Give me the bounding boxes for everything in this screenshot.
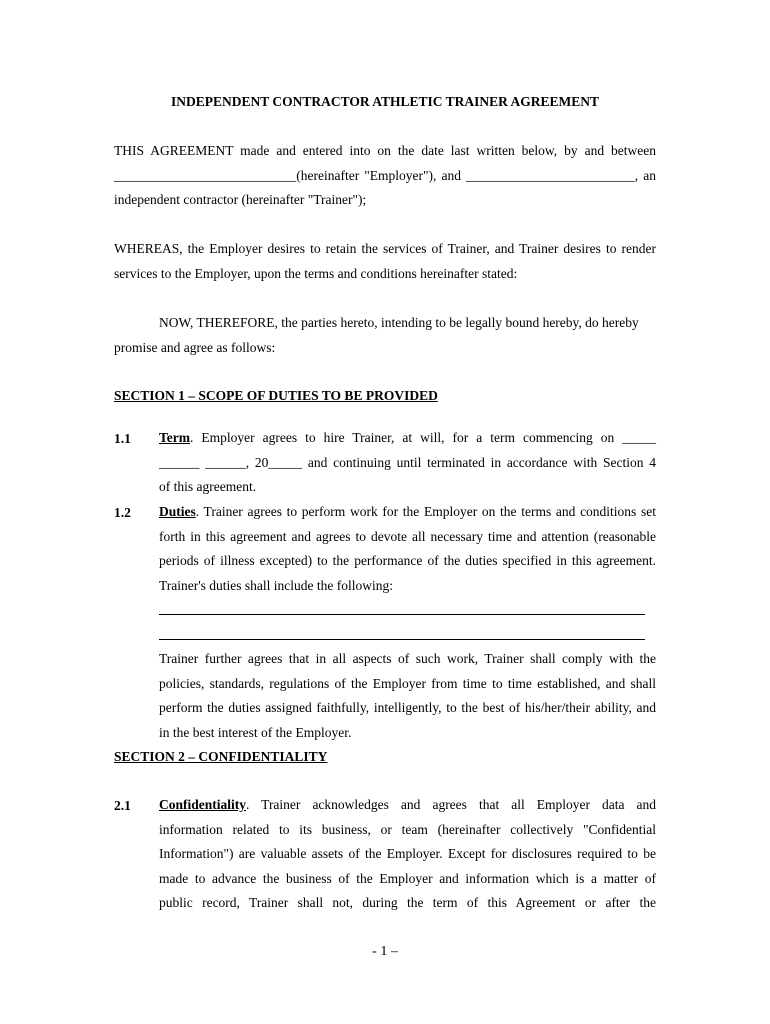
item-2-1-line-3: Information") are valuable assets of the Employer. Except for disclosures required to be	[159, 846, 656, 862]
document-title: INDEPENDENT CONTRACTOR ATHLETIC TRAINER AGREEMENT	[170, 94, 600, 109]
item-2-1-line-1	[159, 793, 656, 818]
item-1-1-line-1	[159, 426, 656, 451]
duties-label: Duties	[159, 504, 196, 519]
section-1-heading: SECTION 1 – SCOPE OF DUTIES TO BE PROVIDED	[114, 388, 438, 403]
now-therefore-line-1: NOW, THEREFORE, the parties hereto, intending to be legally bound hereby, do hereby	[159, 315, 639, 330]
item-2-1-line-2: information related to its business, or team (hereinafter collectively "Confidential	[159, 821, 656, 837]
confidentiality-label: Confidentiality	[159, 797, 247, 812]
further-line-1: Trainer further agrees that in all aspects of such work, Trainer shall comply with the	[159, 651, 656, 666]
whereas-line-1: WHEREAS, the Employer desires to retain the services of Trainer, and Trainer desires to render	[114, 241, 656, 256]
item-2-1-line-1-text: . Trainer acknowledges and agrees that all Employer data and	[246, 797, 656, 812]
now-therefore-line-2: promise and agree as follows:	[114, 339, 276, 355]
now-therefore-paragraph	[114, 311, 656, 360]
page-number: - 1 –	[372, 944, 398, 959]
item-1-2-line-1	[159, 500, 656, 525]
item-1-1-line-3: of this agreement.	[159, 479, 257, 495]
whereas-line-2: services to the Employer, upon the terms and conditions hereinafter stated:	[114, 265, 518, 281]
intro-line-2: ___________________________(hereinafter "Employer"), and _________________________, an	[114, 167, 656, 183]
duties-blank-line-1[interactable]	[159, 614, 645, 615]
further-line-3: perform the duties assigned faithfully, intelligently, to the best of his/her/their ability, and	[159, 700, 656, 716]
item-1-1-line-1-text: . Employer agrees to hire Trainer, at will, for a term commencing on _____	[190, 430, 656, 445]
duties-blank-line-2[interactable]	[159, 639, 645, 640]
item-1-2-duties	[159, 500, 656, 598]
item-1-1-number: 1.1	[114, 431, 131, 446]
item-1-2-line-3: periods of illness excepted) to the performance of the duties specified in this agreement.	[159, 553, 656, 569]
item-2-1-confidentiality	[159, 793, 656, 916]
item-2-1-line-5: public record, Trainer shall not, during the term of this Agreement or after the	[159, 895, 656, 911]
intro-line-3: independent contractor (hereinafter "Trainer");	[114, 192, 367, 208]
item-2-1-number: 2.1	[114, 798, 131, 813]
whereas-paragraph	[114, 237, 656, 286]
intro-line-1: THIS AGREEMENT made and entered into on the date last written below, by and between	[114, 143, 656, 158]
term-label: Term	[159, 430, 190, 445]
item-1-2-line-2: forth in this agreement and agrees to devote all necessary time and attention (reasonable	[159, 528, 656, 544]
further-line-2: policies, standards, regulations of the Employer from time to time established, and shall	[159, 675, 656, 691]
section-2-heading: SECTION 2 – CONFIDENTIALITY	[114, 749, 328, 764]
item-1-2-further	[159, 647, 656, 745]
item-2-1-line-4: made to advance the business of the Employer and information which is a matter of	[159, 870, 656, 886]
intro-paragraph	[114, 139, 656, 213]
item-1-2-number: 1.2	[114, 505, 131, 520]
further-line-4: in the best interest of the Employer.	[159, 724, 352, 740]
item-1-2-line-1-text: . Trainer agrees to perform work for the Employer on the terms and conditions set	[195, 504, 656, 519]
item-1-1-term	[159, 426, 656, 500]
item-1-2-line-4: Trainer's duties shall include the following:	[159, 577, 394, 593]
item-1-1-line-2: ______ ______, 20_____ and continuing until terminated in accordance with Section 4	[159, 454, 656, 470]
